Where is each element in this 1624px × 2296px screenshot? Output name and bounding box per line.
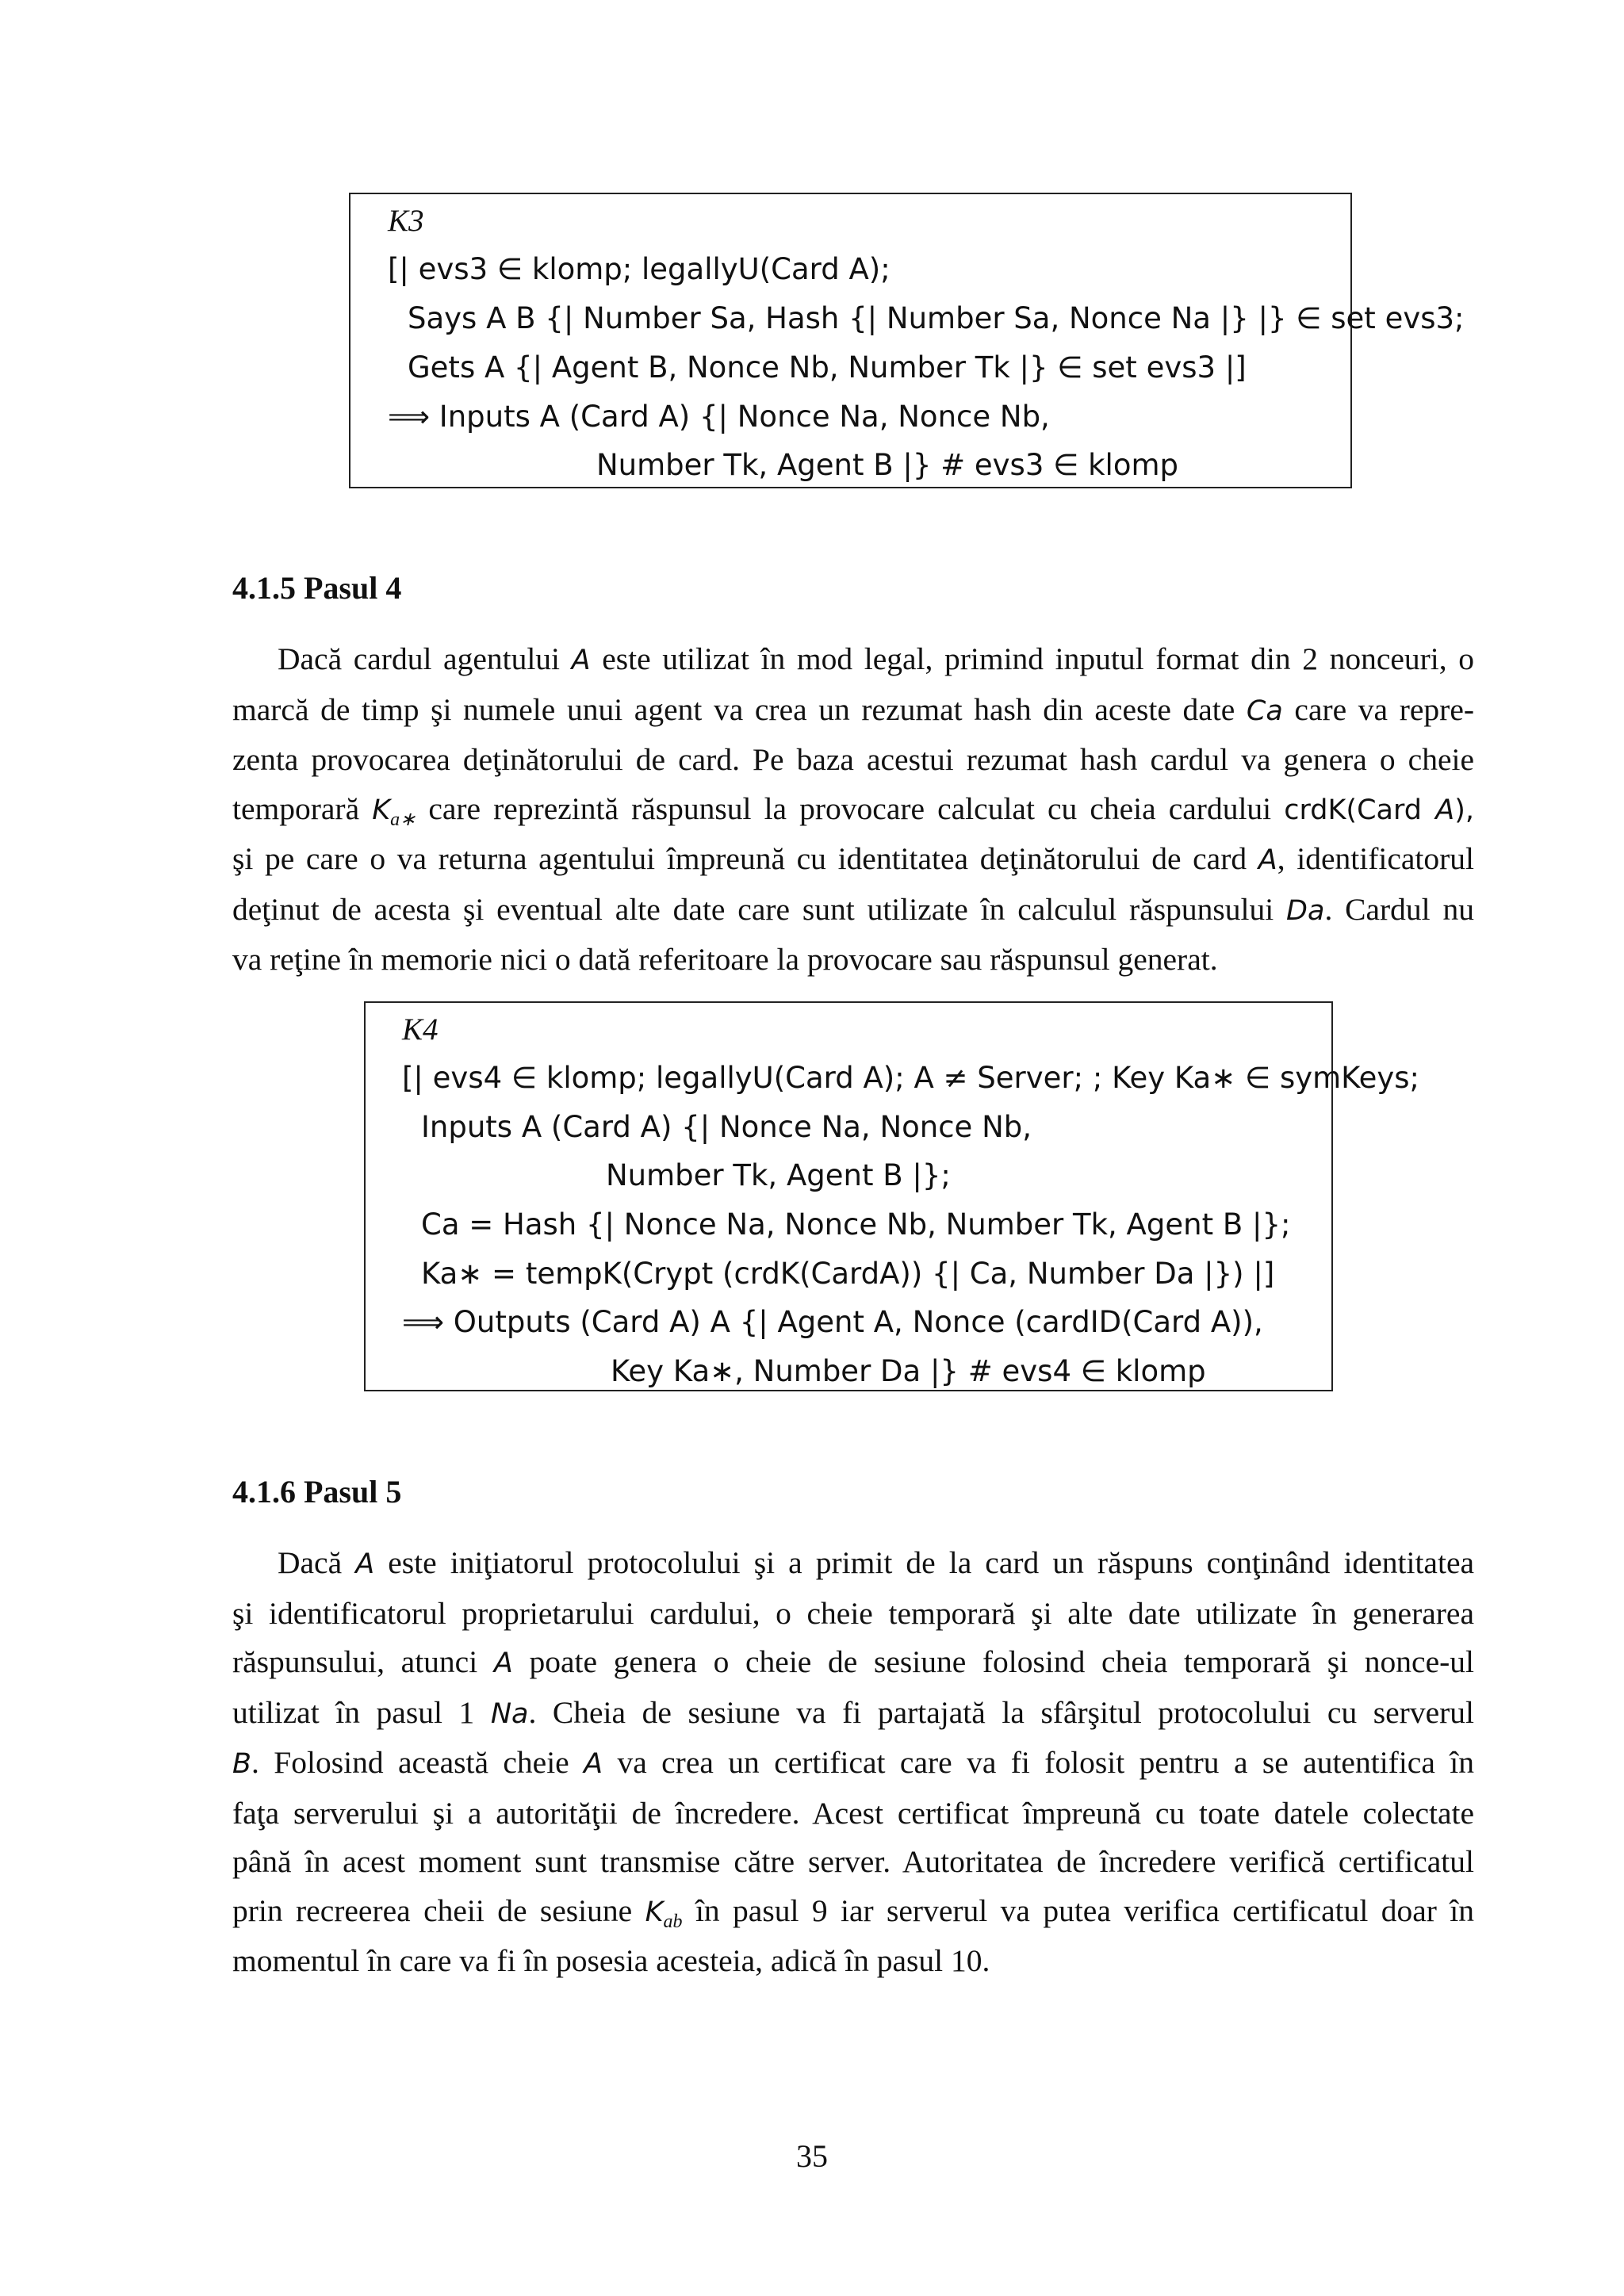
paragraph-line: B. Folosind această cheie A va crea un certificat care va fi folosit pentru a se autentifica în: [232, 1745, 1474, 1780]
paragraph-line: Dacă cardul agentului A este utilizat în mod legal, primind inputul format din 2 nonceuri, o: [278, 641, 1474, 676]
box-label: K4: [402, 1012, 439, 1047]
formula-line: Gets A {| Agent B, Nonce Nb, Number Tk |} ∈ set evs3 |]: [408, 350, 1247, 385]
paragraph-line: zenta provocarea deţinătorului de card. Pe baza acestui rezumat hash cardul va genera o cheie: [232, 742, 1474, 777]
paragraph: [232, 635, 1474, 985]
paragraph-line: prin recreerea cheii de sesiune $K_{ab}$ în pasul 9 iar serverul va putea verifica certificatul doar în: [232, 1892, 1475, 1932]
formula-line: [| evs4 ∈ klomp; legallyU(Card A); A ≠ Server; ; Key Ka∗ ∈ symKeys;: [402, 1061, 1420, 1095]
paragraph-line: răspunsului, atunci A poate genera o cheie de sesiune folosind cheia temporară şi nonce-ul: [232, 1644, 1474, 1679]
formula-box-k3: [349, 193, 1465, 488]
paragraph-line: faţa serverului şi a autorităţii de încredere. Acest certificat împreună cu toate datele colectate: [232, 1795, 1474, 1831]
formula-line: Number Tk, Agent B |};: [606, 1158, 951, 1192]
formula-line: Number Tk, Agent B |} # evs3 ∈ klomp: [596, 448, 1179, 482]
box-label: K3: [388, 204, 424, 238]
paragraph-line: va reţine în memorie nici o dată referitoare la provocare sau răspunsul generat.: [232, 942, 1218, 977]
paragraph-line: momentul în care va fi în posesia acesteia, adică în pasul 10.: [232, 1943, 990, 1978]
formula-box-k4: [364, 1001, 1420, 1391]
formula-line: Key Ka∗, Number Da |} # evs4 ∈ klomp: [611, 1354, 1206, 1388]
paragraph: [232, 1539, 1474, 1986]
formula-line: ⟹ Outputs (Card A) A {| Agent A, Nonce (cardID(Card A)),: [402, 1305, 1263, 1339]
paragraph-line: marcă de timp şi numele unui agent va crea un rezumat hash din aceste date Ca care va repre-: [232, 691, 1474, 727]
paragraph-line: până în acest moment sunt transmise către server. Autoritatea de încredere verifică certificatul: [232, 1844, 1474, 1879]
formula-line: Ka∗ = tempK(Crypt (crdK(CardA)) {| Ca, Number Da |}) |]: [421, 1257, 1275, 1291]
section-heading: 4.1.6 Pasul 5: [232, 1474, 402, 1510]
formula-line: ⟹ Inputs A (Card A) {| Nonce Na, Nonce Nb,: [388, 400, 1050, 434]
formula-line: [| evs3 ∈ klomp; legallyU(Card A);: [388, 252, 891, 286]
section-heading: 4.1.5 Pasul 4: [232, 570, 402, 606]
page-number: 35: [796, 2138, 828, 2174]
formula-line: Ca = Hash {| Nonce Na, Nonce Nb, Number Tk, Agent B |};: [421, 1207, 1291, 1242]
formula-line: Says A B {| Number Sa, Hash {| Number Sa, Nonce Na |} |} ∈ set evs3;: [408, 301, 1465, 335]
paragraph-line: şi identificatorul proprietarului cardului, o cheie temporară şi alte date utilizate în generarea: [232, 1595, 1474, 1631]
paragraph-line: utilizat în pasul 1 Na. Cheia de sesiune va fi partajată la sfârşitul protocolului cu serverul: [232, 1694, 1474, 1730]
paragraph-line: Dacă A este iniţiatorul protocolului şi a primit de la card un răspuns conţinând identitatea: [278, 1545, 1475, 1580]
formula-line: Inputs A (Card A) {| Nonce Na, Nonce Nb,: [421, 1110, 1032, 1144]
paragraph-line: deţinut de acesta şi eventual alte date care sunt utilizate în calculul răspunsului Da. Cardul nu: [232, 891, 1475, 927]
paragraph-line: temporară $K_{a∗}$ care reprezintă răspunsul la provocare calculat cu cheia cardului crdK(Card A),: [232, 790, 1475, 830]
paragraph-line: şi pe care o va returna agentului împreună cu identitatea deţinătorului de card A, identificatorul: [232, 841, 1475, 876]
